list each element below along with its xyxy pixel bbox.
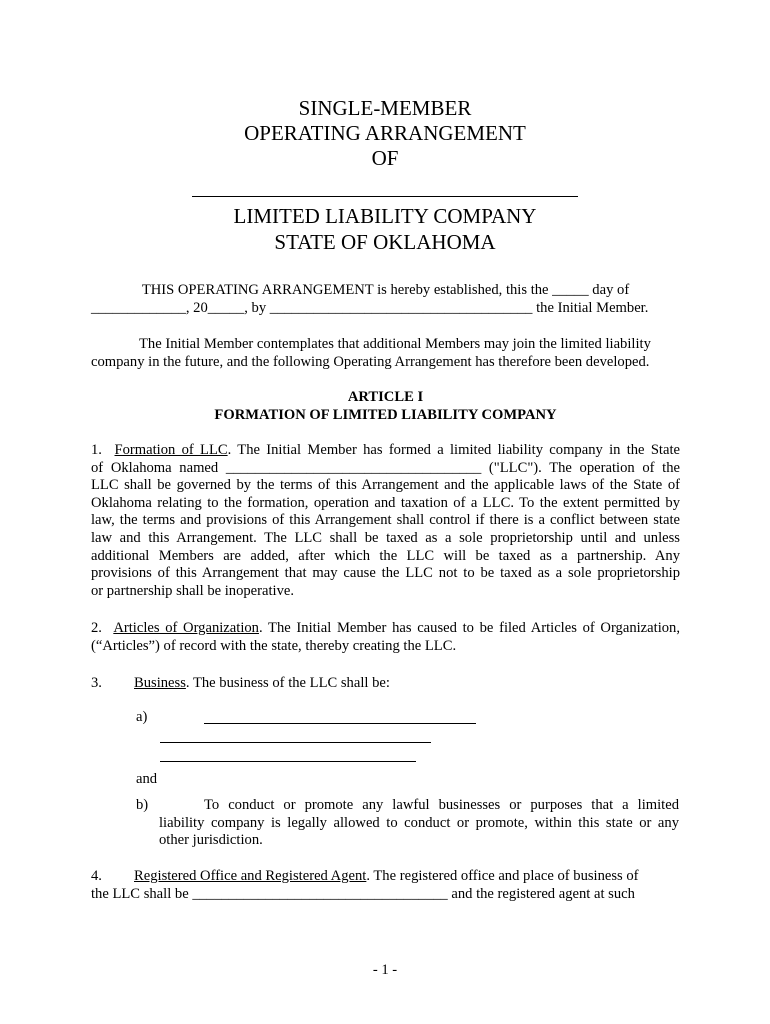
item-a-label: a) bbox=[136, 709, 148, 725]
item-b-text-2: liability company is legally allowed to conduct or promote, within this state or any bbox=[159, 814, 679, 831]
business-blank-3 bbox=[160, 761, 416, 762]
article-heading bbox=[91, 389, 680, 424]
section-3-text: . The business of the LLC shall be: bbox=[185, 675, 390, 691]
section-4-line-1 bbox=[91, 868, 680, 886]
page-number: - 1 - bbox=[372, 962, 398, 978]
and-label: and bbox=[136, 771, 158, 787]
section-1-title: Formation of LLC bbox=[114, 442, 228, 458]
section-4-number: 4. bbox=[91, 868, 102, 884]
item-b-label: b) bbox=[136, 797, 149, 813]
item-b-continuation bbox=[159, 815, 679, 850]
title-line-4: LIMITED LIABILITY COMPANY bbox=[233, 204, 537, 228]
section-2-number: 2. bbox=[91, 620, 102, 636]
section-4-title: Registered Office and Registered Agent bbox=[134, 868, 367, 884]
title-line-3: OF bbox=[371, 146, 399, 170]
contemplation-line-2: company in the future, and the following Operating Arrangement has therefore been developed. bbox=[91, 353, 650, 370]
item-b-line-1 bbox=[204, 797, 679, 815]
section-2-title: Articles of Organization bbox=[113, 620, 259, 636]
section-4-line-2: the LLC shall be ___________________________________ and the registered agent at such bbox=[91, 885, 635, 902]
section-3-number: 3. bbox=[91, 675, 102, 691]
section-4-registered-office bbox=[91, 868, 680, 903]
section-1-text: . The Initial Member has formed a limited liability company in the State bbox=[227, 442, 680, 458]
contemplation-paragraph bbox=[91, 336, 680, 371]
company-name-blank bbox=[192, 196, 578, 197]
section-2-line-2: (“Articles”) of record with the state, thereby creating the LLC. bbox=[91, 637, 457, 654]
section-2-articles bbox=[91, 620, 680, 655]
section-1-number: 1. bbox=[91, 442, 102, 458]
section-1-line-2: of Oklahoma named ___________________________________ ("LLC"). The operation of the bbox=[91, 459, 680, 476]
section-4-text: . The registered office and place of business of bbox=[366, 868, 639, 884]
section-1-line-1 bbox=[91, 442, 680, 460]
intro-paragraph bbox=[91, 282, 680, 317]
section-1-line-5: law, the terms and provisions of this Arrangement shall control if there is a conflict between state bbox=[91, 512, 680, 529]
title-line-1: SINGLE-MEMBER bbox=[298, 96, 472, 120]
contemplation-line-1: The Initial Member contemplates that additional Members may join the limited liability bbox=[139, 336, 651, 352]
section-2-text: . The Initial Member has caused to be filed Articles of Organization, bbox=[258, 620, 680, 636]
section-1-line-6: law and this Arrangement. The LLC shall be taxed as a sole proprietorship until and unless bbox=[91, 529, 680, 546]
article-number: ARTICLE I bbox=[347, 389, 424, 405]
title-line-5: STATE OF OKLAHOMA bbox=[274, 230, 496, 254]
item-b-text-3: other jurisdiction. bbox=[159, 832, 263, 849]
section-3-line-1 bbox=[91, 675, 680, 693]
business-blank-2 bbox=[160, 742, 431, 743]
title-line-2: OPERATING ARRANGEMENT bbox=[244, 121, 526, 145]
document-title bbox=[0, 96, 770, 171]
document-subtitle bbox=[0, 203, 770, 255]
section-3-title: Business bbox=[134, 675, 186, 691]
item-b-text-1: To conduct or promote any lawful businesses or purposes that a limited bbox=[204, 797, 679, 813]
section-1-line-7: additional Members are added, after which the LLC will be taxed as a partnership. Any bbox=[91, 547, 680, 564]
section-1-line-8: provisions of this Arrangement that may cause the LLC not to be taxed as a sole proprietorship bbox=[91, 565, 680, 582]
section-2-line-1 bbox=[91, 620, 680, 638]
article-title: FORMATION OF LIMITED LIABILITY COMPANY bbox=[214, 406, 557, 423]
section-1-line-4: Oklahoma relating to the formation, operation and taxation of a LLC. To the extent permitted by bbox=[91, 494, 680, 511]
intro-line-2: _____________, 20_____, by ____________________________________ the Initial Member. bbox=[91, 299, 649, 316]
section-1-line-3: LLC shall be governed by the terms of this Arrangement and the applicable laws of the State of bbox=[91, 477, 680, 494]
business-blank-1 bbox=[204, 723, 476, 724]
section-3-business bbox=[91, 675, 680, 693]
intro-line-1: THIS OPERATING ARRANGEMENT is hereby established, this the _____ day of bbox=[141, 282, 630, 298]
section-1-line-9: or partnership shall be inoperative. bbox=[91, 582, 295, 599]
section-1-formation bbox=[91, 442, 680, 600]
